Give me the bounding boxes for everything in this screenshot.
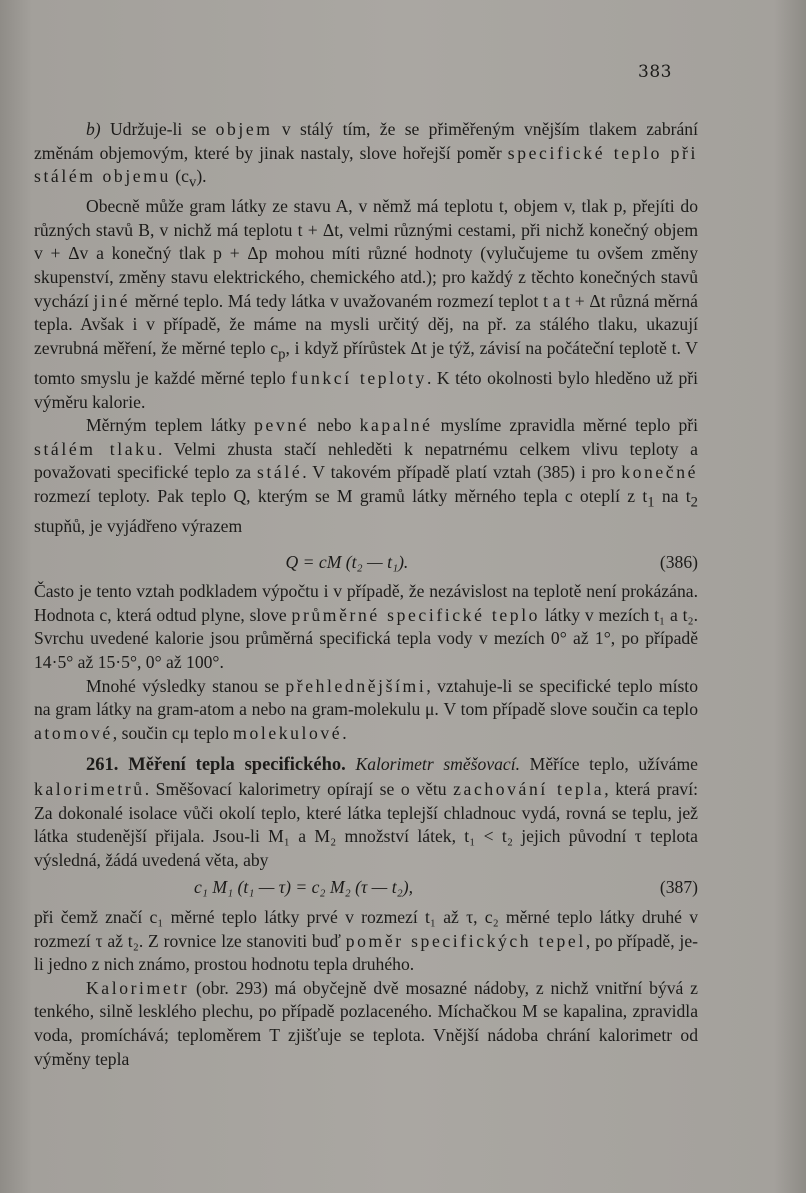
paragraph-average: Často je tento vztah podkladem výpočtu i v případě, že nezávislost na teplotě není prokázána. Hodnota c, která odtud plyne, slove průměrné specifické teplo látky v mezích t₁ a t₂. Svrchu uvedené kalorie jsou průměrná specifická tepla vody v mezích 0° až 1°, po případě 14·5° až 15·5°, 0° až 100°. [34, 581, 698, 673]
section-title: 261. Měření tepla specifického. [86, 755, 346, 776]
equation-386-formula: Q = cM (t₂ — t₁). [285, 551, 409, 572]
section-261: 261. Měření tepla specifického. Kalorimetr směšovací. Měříce teplo, užíváme kalorimetrů. Směšovací kalorimetry opírají se o větu zachování tepla, která praví: Za dokonalé isolace vůči okolí teplo, které látka teplejší chladnouc vydá, rovná se teplu, jež látka studenější přijala. Jsou-li M₁ a M₂ množství látek, t₁ < t₂ jejich původní τ teplota výsledná, žádá uvedená věta, aby [34, 754, 698, 870]
paragraph-atomic: Mnohé výsledky stanou se přehlednějšími, vztahuje-li se specifické teplo místo na gram látky na gram-atom a nebo na gram-molekulu μ. V tom případě slove součin ca teplo atomové, součin cμ teplo molekulové. [34, 675, 698, 743]
equation-387-formula: c₁ M₁ (t₁ — τ) = c₂ M₂ (τ — t₂), [194, 877, 413, 898]
paragraph-b: b) Udržuje-li se objem v stálý tím, že se přiměřeným vnějším tlakem zabrání změnám objemovým, které by jinak nastaly, slove hořejší poměr specifické teplo při stálém objemu $(c_v)$. [34, 119, 698, 191]
paragraph-ratio: při čemž značí c₁ měrné teplo látky prvé v rozmezí t₁ až τ, c₂ měrné teplo látky druhé v rozmezí τ až t₂. Z rovnice lze stanoviti buď poměr specifických tepel, po případě, je-li jedno z nich známo, prostou hodnotu tepla druhého. [34, 906, 698, 975]
equation-386 [34, 543, 698, 575]
equation-387 [34, 876, 698, 900]
equation-387-number: (387) [659, 877, 698, 898]
paragraph-calorimeter: Kalorimetr (obr. 293) má obyčejně dvě mosazné nádoby, z nichž vnitřní bývá z tenkého, silně lesklého plechu, po případě pozlaceného. Míchačkou M se kapalina, zpravidla voda, promíchává; teploměrem T zjišťuje se teplota. Vnější nádoba chrání kalorimetr od výměny tepla [34, 977, 698, 1069]
section-subtitle: Kalorimetr směšovací. [355, 754, 521, 775]
paragraph-general: Obecně může gram látky ze stavu A, v němž má teplotu t, objem v, tlak p, přejíti do různých stavů B, v nichž má teplotu t + Δt, velmi různými cestami, při nichž konečný objem v + Δv a konečný tlak p + Δp mohou míti různé hodnoty (vylučujeme tu ovšem změny skupenství, změny stavu elektrického, chemického atd.); pro každý z těchto konečných stavů vychází jiné měrné teplo. Má tedy látka v uvažovaném rozmezí teplot t a t + Δt různá měrná tepla. Avšak i v případě, že máme na mysli určitý děj, na př. za stálého tlaku, ukazují zevrubná měření, že měrné teplo $c_p$, i když přírůstek Δt je týž, závisí na počáteční teplotě t. V tomto smyslu je každé měrné teplo funkcí teploty. K této okolnosti bylo hleděno už při výměru kalorie. [34, 196, 699, 412]
page-text [34, 118, 698, 1071]
equation-386-number: (386) [659, 551, 698, 572]
paragraph-solid-liquid: Měrným teplem látky pevné nebo kapalné myslíme zpravidla měrné teplo při stálém tlaku. Velmi zhusta stačí nehleděti k nepatrnému celkem vlivu teploty a považovati specifické teplo za stálé. V takovém případě platí vztah (385) i pro konečné rozmezí teploty. Pak teplo Q, kterým se M gramů látky měrného tepla c oteplí z $t_1$ na $t_2$ stupňů, je vyjádřeno výrazem [34, 415, 699, 537]
label-b: b) [86, 119, 101, 139]
page-number: 383 [638, 62, 672, 82]
